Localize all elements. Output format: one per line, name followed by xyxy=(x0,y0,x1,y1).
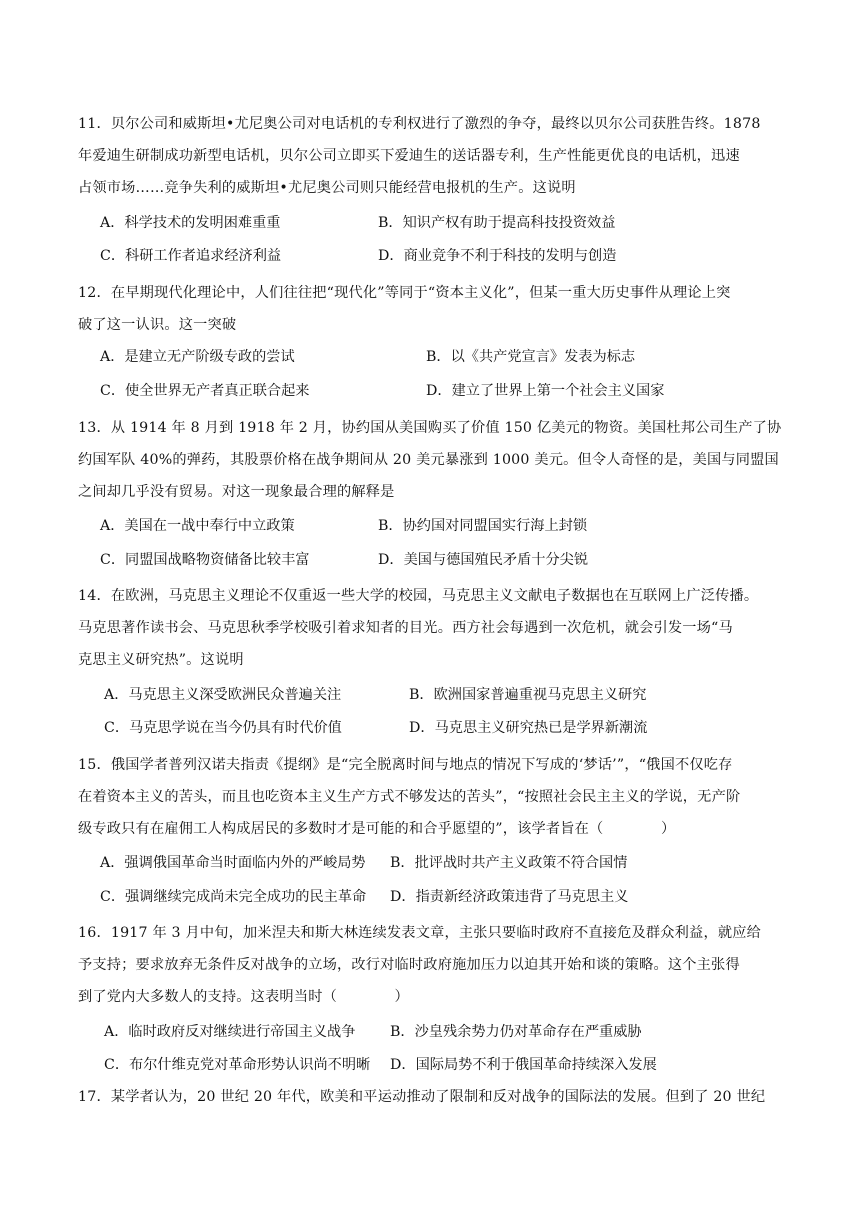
option-a: A．是建立无产阶级专政的尝试 xyxy=(100,349,295,365)
question-text-line: 14．在欧洲，马克思主义理论不仅重返一些大学的校园，马克思主义文献电子数据也在互联网上广泛传播。 xyxy=(78,588,759,604)
question-text-line: 破了这一认识。这一突破 xyxy=(78,317,237,333)
question-text-line: 13．从 1914 年 8 月到 1918 年 2 月，协约国从美国购买了价值 150 亿美元的物资。美国杜邦公司生产了协 xyxy=(78,420,782,436)
option-c: C．马克思学说在当今仍具有时代价值 xyxy=(104,720,342,736)
question-text-line: 马克思著作读书会、马克思秋季学校吸引着求知者的目光。西方社会每遇到一次危机，就会引发一场“马 xyxy=(78,620,733,636)
question-15 xyxy=(78,749,798,845)
question-text-line: 12．在早期现代化理论中，人们往往把“现代化”等同于“资本主义化”，但某一重大历史事件从理论上突 xyxy=(78,285,731,301)
option-d: D．商业竞争不利于科技的发明与创造 xyxy=(378,248,617,264)
option-b: B．批评战时共产主义政策不符合国情 xyxy=(390,855,628,871)
option-a: A．临时政府反对继续进行帝国主义战争 xyxy=(104,1024,356,1040)
option-d: D．马克思主义研究热已是学界新潮流 xyxy=(409,720,648,736)
question-text-line: 到了党内大多数人的支持。这表明当时（ ） xyxy=(78,989,409,1005)
question-14 xyxy=(78,580,798,676)
option-c: C．科研工作者追求经济利益 xyxy=(100,248,282,264)
question-text-line: 17．某学者认为，20 世纪 20 年代，欧美和平运动推动了限制和反对战争的国际法的发展。但到了 20 世纪 xyxy=(78,1089,766,1105)
option-c: C．布尔什维克党对革命形势认识尚不明晰 xyxy=(104,1057,371,1073)
question-16 xyxy=(78,917,798,1013)
question-text-line: 克思主义研究热”。这说明 xyxy=(78,652,244,668)
option-a: A．马克思主义深受欧洲民众普遍关注 xyxy=(104,687,342,703)
option-c: C．强调继续完成尚未完全成功的民主革命 xyxy=(100,889,367,905)
option-a: A．美国在一战中奉行中立政策 xyxy=(100,518,295,534)
option-a: A．科学技术的发明困难重重 xyxy=(100,215,281,231)
option-b: B．知识产权有助于提高科技投资效益 xyxy=(378,215,616,231)
option-d: D．美国与德国殖民矛盾十分尖锐 xyxy=(378,552,589,568)
option-b: B．沙皇残余势力仍对革命存在严重威胁 xyxy=(390,1024,642,1040)
question-text-line: 15．俄国学者普列汉诺夫指责《提纲》是“完全脱离时间与地点的情况下写成的‘梦话’”，“俄国不仅吃存 xyxy=(78,757,733,773)
question-text-line: 16．1917 年 3 月中旬，加米涅夫和斯大林连续发表文章，主张只要临时政府不直接危及群众利益，就应给 xyxy=(78,925,761,941)
question-text-line: 11．贝尔公司和威斯坦•尤尼奥公司对电话机的专利权进行了激烈的争夺，最终以贝尔公司获胜告终。1878 xyxy=(78,116,761,132)
question-text-line: 之间却几乎没有贸易。对这一现象最合理的解释是 xyxy=(78,484,395,500)
option-c: C．使全世界无产者真正联合起来 xyxy=(100,383,310,399)
question-text-line: 年爱迪生研制成功新型电话机，贝尔公司立即买下爱迪生的送话器专利，生产性能更优良的电话机，迅速 xyxy=(78,148,740,164)
option-b: B．以《共产党宣言》发表为标志 xyxy=(426,349,636,365)
question-text-line: 约国军队 40%的弹药，其股票价格在战争期间从 20 美元暴涨到 1000 美元。但令人奇怪的是，美国与同盟国 xyxy=(78,452,779,468)
question-text-line: 予支持；要求放弃无条件反对战争的立场，改行对临时政府施加压力以迫其开始和谈的策略。这个主张得 xyxy=(78,957,740,973)
question-17 xyxy=(78,1081,798,1113)
option-d: D．国际局势不利于俄国革命持续深入发展 xyxy=(390,1057,657,1073)
option-a: A．强调俄国革命当时面临内外的严峻局势 xyxy=(100,855,366,871)
question-text-line: 占领市场……竞争失利的威斯坦•尤尼奥公司则只能经营电报机的生产。这说明 xyxy=(78,180,576,196)
option-d: D．指责新经济政策违背了马克思主义 xyxy=(390,889,629,905)
option-b: B．欧洲国家普遍重视马克思主义研究 xyxy=(409,687,647,703)
option-c: C．同盟国战略物资储备比较丰富 xyxy=(100,552,310,568)
option-b: B．协约国对同盟国实行海上封锁 xyxy=(378,518,588,534)
question-text-line: 级专政只有在雇佣工人构成居民的多数时才是可能的和合乎愿望的”，该学者旨在（ ） xyxy=(78,821,676,837)
question-text-line: 在着资本主义的苦头，而且也吃资本主义生产方式不够发达的苦头”，“按照社会民主主义的学说，无产阶 xyxy=(78,789,741,805)
option-d: D．建立了世界上第一个社会主义国家 xyxy=(426,383,665,399)
question-12 xyxy=(78,277,798,341)
question-11 xyxy=(78,108,798,204)
question-13 xyxy=(78,412,798,508)
